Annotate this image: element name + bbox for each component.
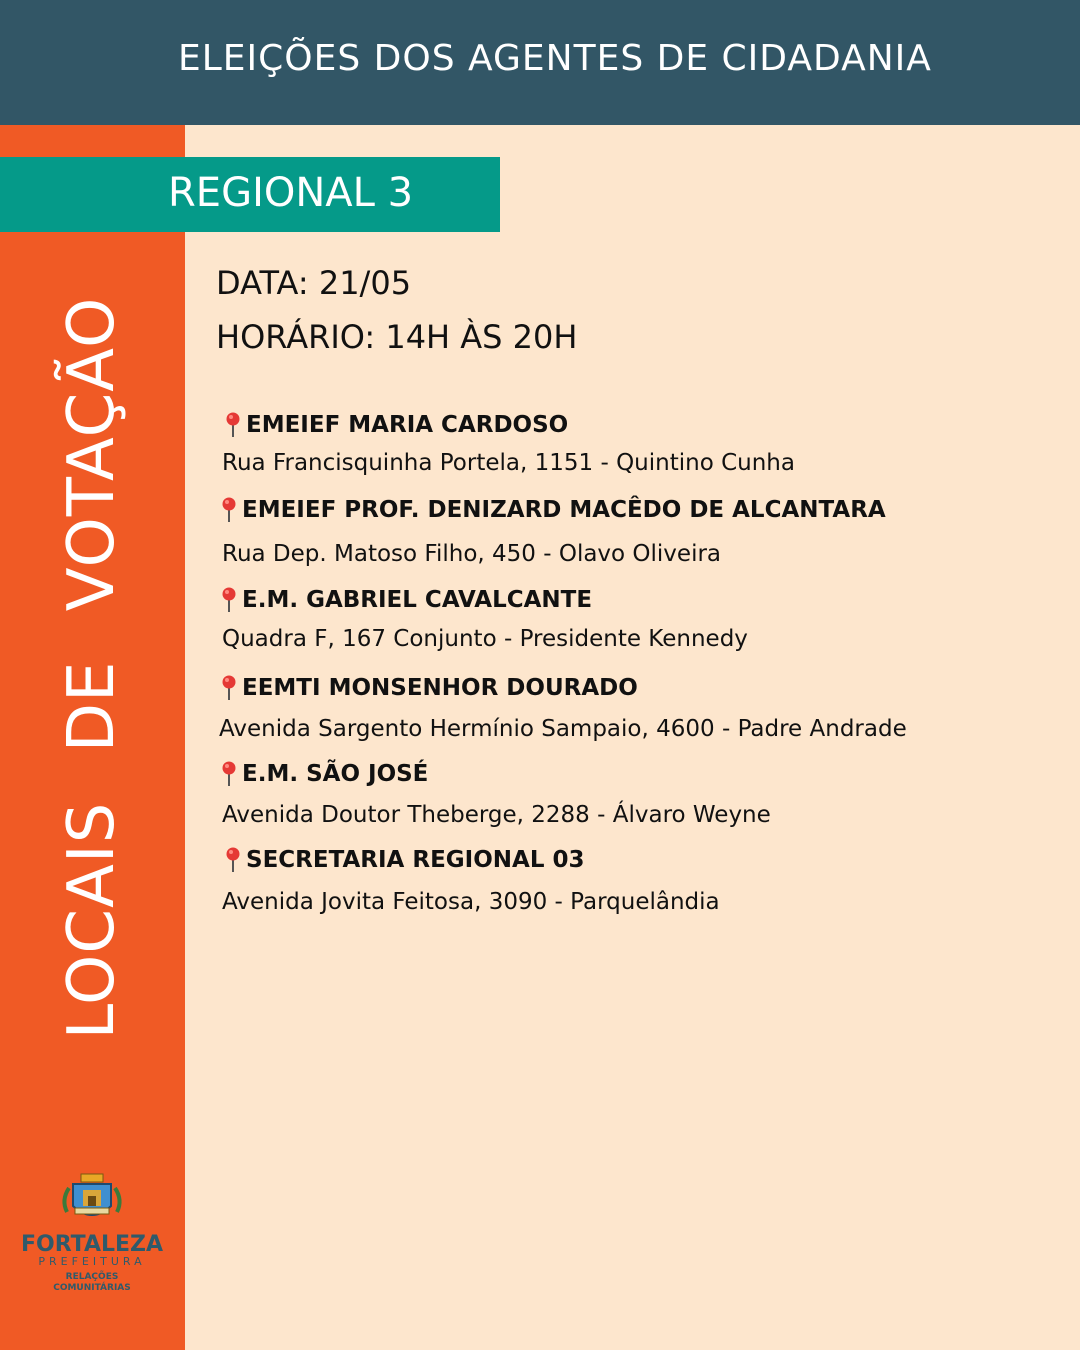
location-name — [220, 675, 638, 701]
regional-label: REGIONAL 3 — [168, 170, 414, 216]
prefeitura-logo — [12, 1172, 172, 1307]
location-name — [224, 847, 585, 873]
location-address: Avenida Doutor Theberge, 2288 - Álvaro Weyne — [222, 802, 771, 828]
location-address: Avenida Jovita Feitosa, 3090 - Parquelândia — [222, 889, 720, 915]
logo-dept-line2: COMUNITÁRIAS — [53, 1283, 131, 1293]
location-name-text: E.M. SÃO JOSÉ — [242, 761, 429, 787]
location-name — [220, 497, 886, 523]
location-name-text: EEMTI MONSENHOR DOURADO — [242, 675, 638, 701]
location-address: Rua Dep. Matoso Filho, 450 - Olavo Oliveira — [222, 541, 722, 567]
location-address: Quadra F, 167 Conjunto - Presidente Kennedy — [222, 626, 748, 652]
map-pin-icon — [220, 761, 238, 787]
logo-dept-line1: RELAÇÕES — [65, 1272, 119, 1282]
time-line: HORÁRIO: 14H ÀS 20H — [216, 318, 578, 356]
location-address: Avenida Sargento Hermínio Sampaio, 4600 - Padre Andrade — [219, 716, 907, 742]
city-crest-icon — [57, 1172, 127, 1228]
logo-subtitle: PREFEITURA — [38, 1255, 146, 1268]
location-name-text: EMEIEF MARIA CARDOSO — [246, 412, 569, 438]
map-pin-icon — [224, 847, 242, 873]
vertical-title: LOCAIS DE VOTAÇÃO — [55, 296, 129, 1040]
date-line: DATA: 21/05 — [216, 264, 412, 302]
location-name-text: EMEIEF PROF. DENIZARD MACÊDO DE ALCANTARA — [242, 497, 886, 523]
location-name — [220, 761, 428, 787]
map-pin-icon — [220, 497, 238, 523]
location-name — [224, 412, 568, 438]
header-bar — [0, 0, 1080, 125]
page-title: ELEIÇÕES DOS AGENTES DE CIDADANIA — [178, 38, 932, 79]
map-pin-icon — [220, 587, 238, 613]
location-name-text: E.M. GABRIEL CAVALCANTE — [242, 587, 593, 613]
location-address: Rua Francisquinha Portela, 1151 - Quintino Cunha — [222, 450, 795, 476]
location-name — [220, 587, 592, 613]
location-name-text: SECRETARIA REGIONAL 03 — [246, 847, 585, 873]
map-pin-icon — [224, 412, 242, 438]
logo-name: FORTALEZA — [20, 1232, 164, 1257]
map-pin-icon — [220, 675, 238, 701]
regional-banner — [0, 157, 500, 232]
